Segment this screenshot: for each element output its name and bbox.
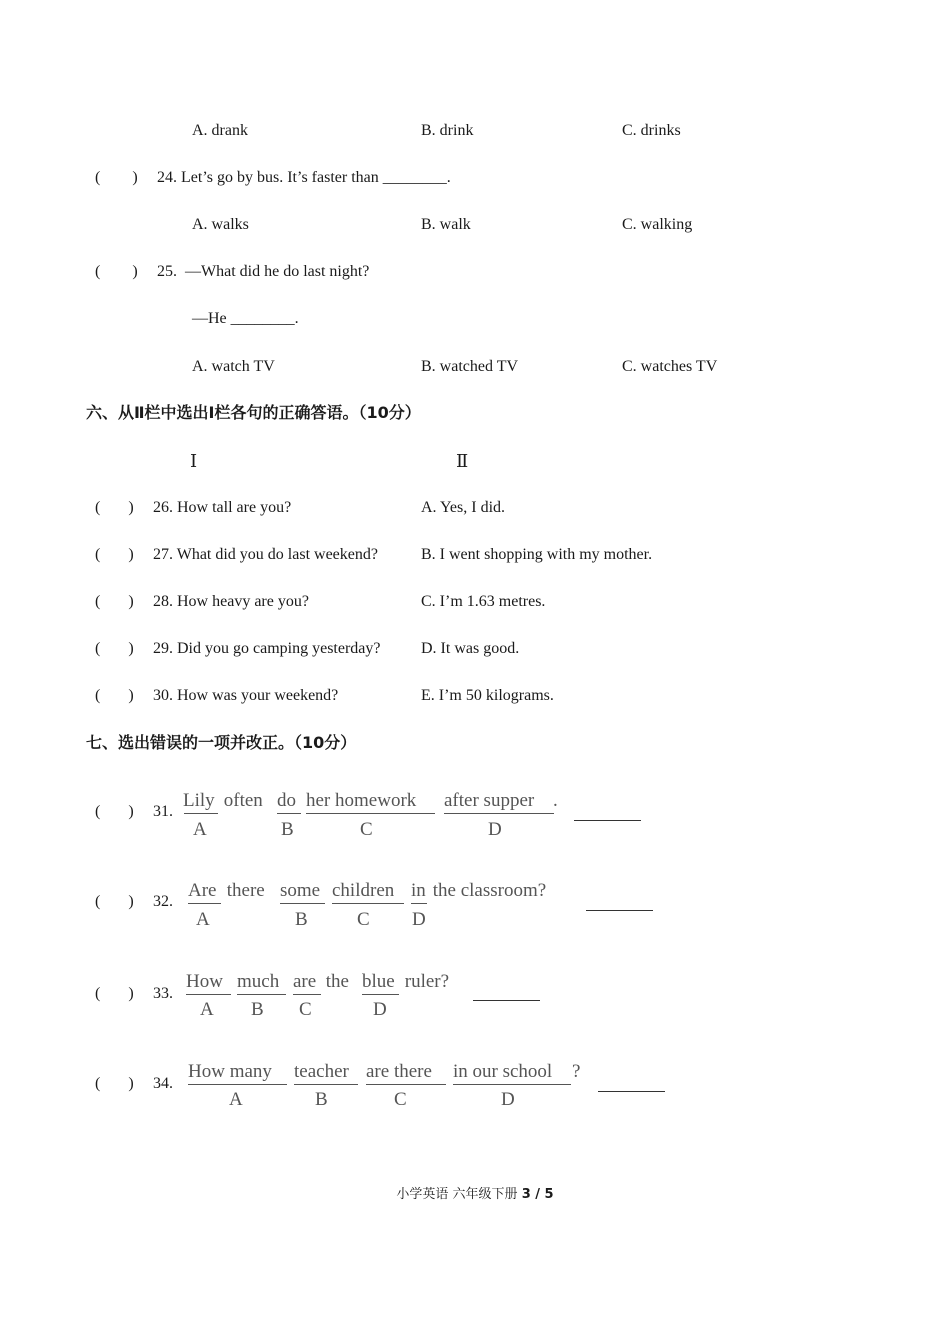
q32-underline-a — [188, 903, 221, 904]
q29-question: 29. Did you go camping yesterday? — [153, 640, 381, 657]
q31-label-c: C — [360, 819, 373, 840]
q34-answer-paren[interactable]: ( ) — [95, 1075, 134, 1092]
q32-underlined-b: some — [280, 880, 321, 901]
q32-underline-c — [332, 903, 404, 904]
q25-option-c: C. watches TV — [622, 358, 718, 375]
q33-correction-blank[interactable] — [473, 1000, 540, 1001]
q34-correction-blank[interactable] — [598, 1091, 665, 1092]
q31-text: often — [219, 790, 268, 811]
q31-answer-paren[interactable]: ( ) — [95, 803, 134, 820]
q32-text: there — [222, 880, 270, 901]
q24-option-c: C. walking — [622, 216, 693, 233]
q34-underline-a — [188, 1084, 287, 1085]
q31-label-d: D — [488, 819, 502, 840]
q29-answer-paren[interactable]: ( ) — [95, 640, 134, 657]
q26-question: 26. How tall are you? — [153, 499, 292, 516]
answer-c: C. I’m 1.63 metres. — [421, 593, 546, 610]
q24-answer-paren[interactable]: ( ) — [95, 169, 138, 186]
q31-underlined-c: her homework — [306, 790, 417, 811]
q28-answer-paren[interactable]: ( ) — [95, 593, 134, 610]
section6-col2-header: Ⅱ — [456, 451, 469, 471]
q33-text: the — [321, 971, 354, 992]
q25-question: 25. —What did he do last night? — [157, 263, 370, 280]
q32-underlined-a: Are — [188, 880, 217, 901]
q32-text: the classroom? — [428, 880, 547, 901]
q23-option-c: C. drinks — [622, 122, 681, 139]
page-footer — [0, 1186, 950, 1204]
q25-answer-paren[interactable]: ( ) — [95, 263, 138, 280]
q32-label-c: C — [357, 909, 370, 930]
q31-underline-c — [306, 813, 435, 814]
answer-a: A. Yes, I did. — [421, 499, 506, 516]
q31-underline-d — [444, 813, 554, 814]
q33-underlined-c: are — [293, 971, 317, 992]
q34-underlined-a: How many — [188, 1061, 272, 1082]
answer-b: B. I went shopping with my mother. — [421, 546, 653, 563]
q26-answer-paren[interactable]: ( ) — [95, 499, 134, 516]
q32-underlined-c: children — [332, 880, 395, 901]
q32-answer-paren[interactable]: ( ) — [95, 893, 134, 910]
q33-label-c: C — [299, 999, 312, 1020]
q31-label-b: B — [281, 819, 294, 840]
q33-underline-d — [362, 994, 399, 995]
q31-number: 31. — [153, 803, 173, 820]
q32-underlined-d: in — [411, 880, 426, 901]
q33-number: 33. — [153, 985, 173, 1002]
q32-underline-b — [280, 903, 325, 904]
q31-underlined-a: Lily — [183, 790, 215, 811]
q32-label-d: D — [412, 909, 426, 930]
q33-underlined-a: How — [186, 971, 223, 992]
q34-underline-d — [453, 1084, 571, 1085]
q34-label-a: A — [229, 1089, 243, 1110]
q34-number: 34. — [153, 1075, 173, 1092]
q30-answer-paren[interactable]: ( ) — [95, 687, 134, 704]
q33-answer-paren[interactable]: ( ) — [95, 985, 134, 1002]
q33-label-d: D — [373, 999, 387, 1020]
footer-course-label: 小学英语 六年级下册 — [396, 1187, 522, 1202]
q32-label-a: A — [196, 909, 210, 930]
q33-text: ruler? — [400, 971, 450, 992]
q33-underlined-b: much — [237, 971, 280, 992]
q25-option-b: B. watched TV — [421, 358, 519, 375]
q27-question: 27. What did you do last weekend? — [153, 546, 378, 563]
q31-label-a: A — [193, 819, 207, 840]
q25-answer-line: —He ________. — [192, 310, 299, 327]
q32-number: 32. — [153, 893, 173, 910]
section7-title: 七、选出错误的一项并改正。（10分） — [86, 733, 357, 752]
q33-underlined-d: blue — [362, 971, 395, 992]
answer-e: E. I’m 50 kilograms. — [421, 687, 554, 704]
q23-option-a: A. drank — [192, 122, 248, 139]
q31-underline-b — [277, 813, 301, 814]
q25-option-a: A. watch TV — [192, 358, 275, 375]
q34-label-d: D — [501, 1089, 515, 1110]
section6-title: 六、从Ⅱ栏中选出Ⅰ栏各句的正确答语。（10分） — [86, 403, 421, 422]
q24-option-a: A. walks — [192, 216, 249, 233]
q31-underlined-d: after supper — [444, 790, 535, 811]
q34-underlined-c: are there — [366, 1061, 432, 1082]
q34-underline-c — [366, 1084, 446, 1085]
q34-label-b: B — [315, 1089, 328, 1110]
q31-underline-a — [184, 813, 218, 814]
q33-label-b: B — [251, 999, 264, 1020]
q34-underline-b — [294, 1084, 358, 1085]
q32-correction-blank[interactable] — [586, 910, 653, 911]
q33-underline-a — [186, 994, 231, 995]
q33-underline-b — [237, 994, 286, 995]
page-number: 3 / 5 — [521, 1187, 554, 1202]
q31-correction-blank[interactable] — [574, 820, 641, 821]
q34-underlined-d: in our school — [453, 1061, 553, 1082]
q34-underlined-b: teacher — [294, 1061, 349, 1082]
q34-text: ? — [572, 1061, 581, 1082]
q34-label-c: C — [394, 1089, 407, 1110]
q30-question: 30. How was your weekend? — [153, 687, 339, 704]
q33-underline-c — [293, 994, 321, 995]
q33-label-a: A — [200, 999, 214, 1020]
q32-label-b: B — [295, 909, 308, 930]
q24-option-b: B. walk — [421, 216, 471, 233]
q23-option-b: B. drink — [421, 122, 474, 139]
section6-col1-header: Ⅰ — [190, 451, 198, 471]
q24-question: 24. Let’s go by bus. It’s faster than ________. — [157, 169, 451, 186]
answer-d: D. It was good. — [421, 640, 520, 657]
q27-answer-paren[interactable]: ( ) — [95, 546, 134, 563]
q31-underlined-b: do — [277, 790, 296, 811]
q32-underline-d — [411, 903, 427, 904]
q28-question: 28. How heavy are you? — [153, 593, 309, 610]
q31-text: . — [553, 790, 558, 811]
